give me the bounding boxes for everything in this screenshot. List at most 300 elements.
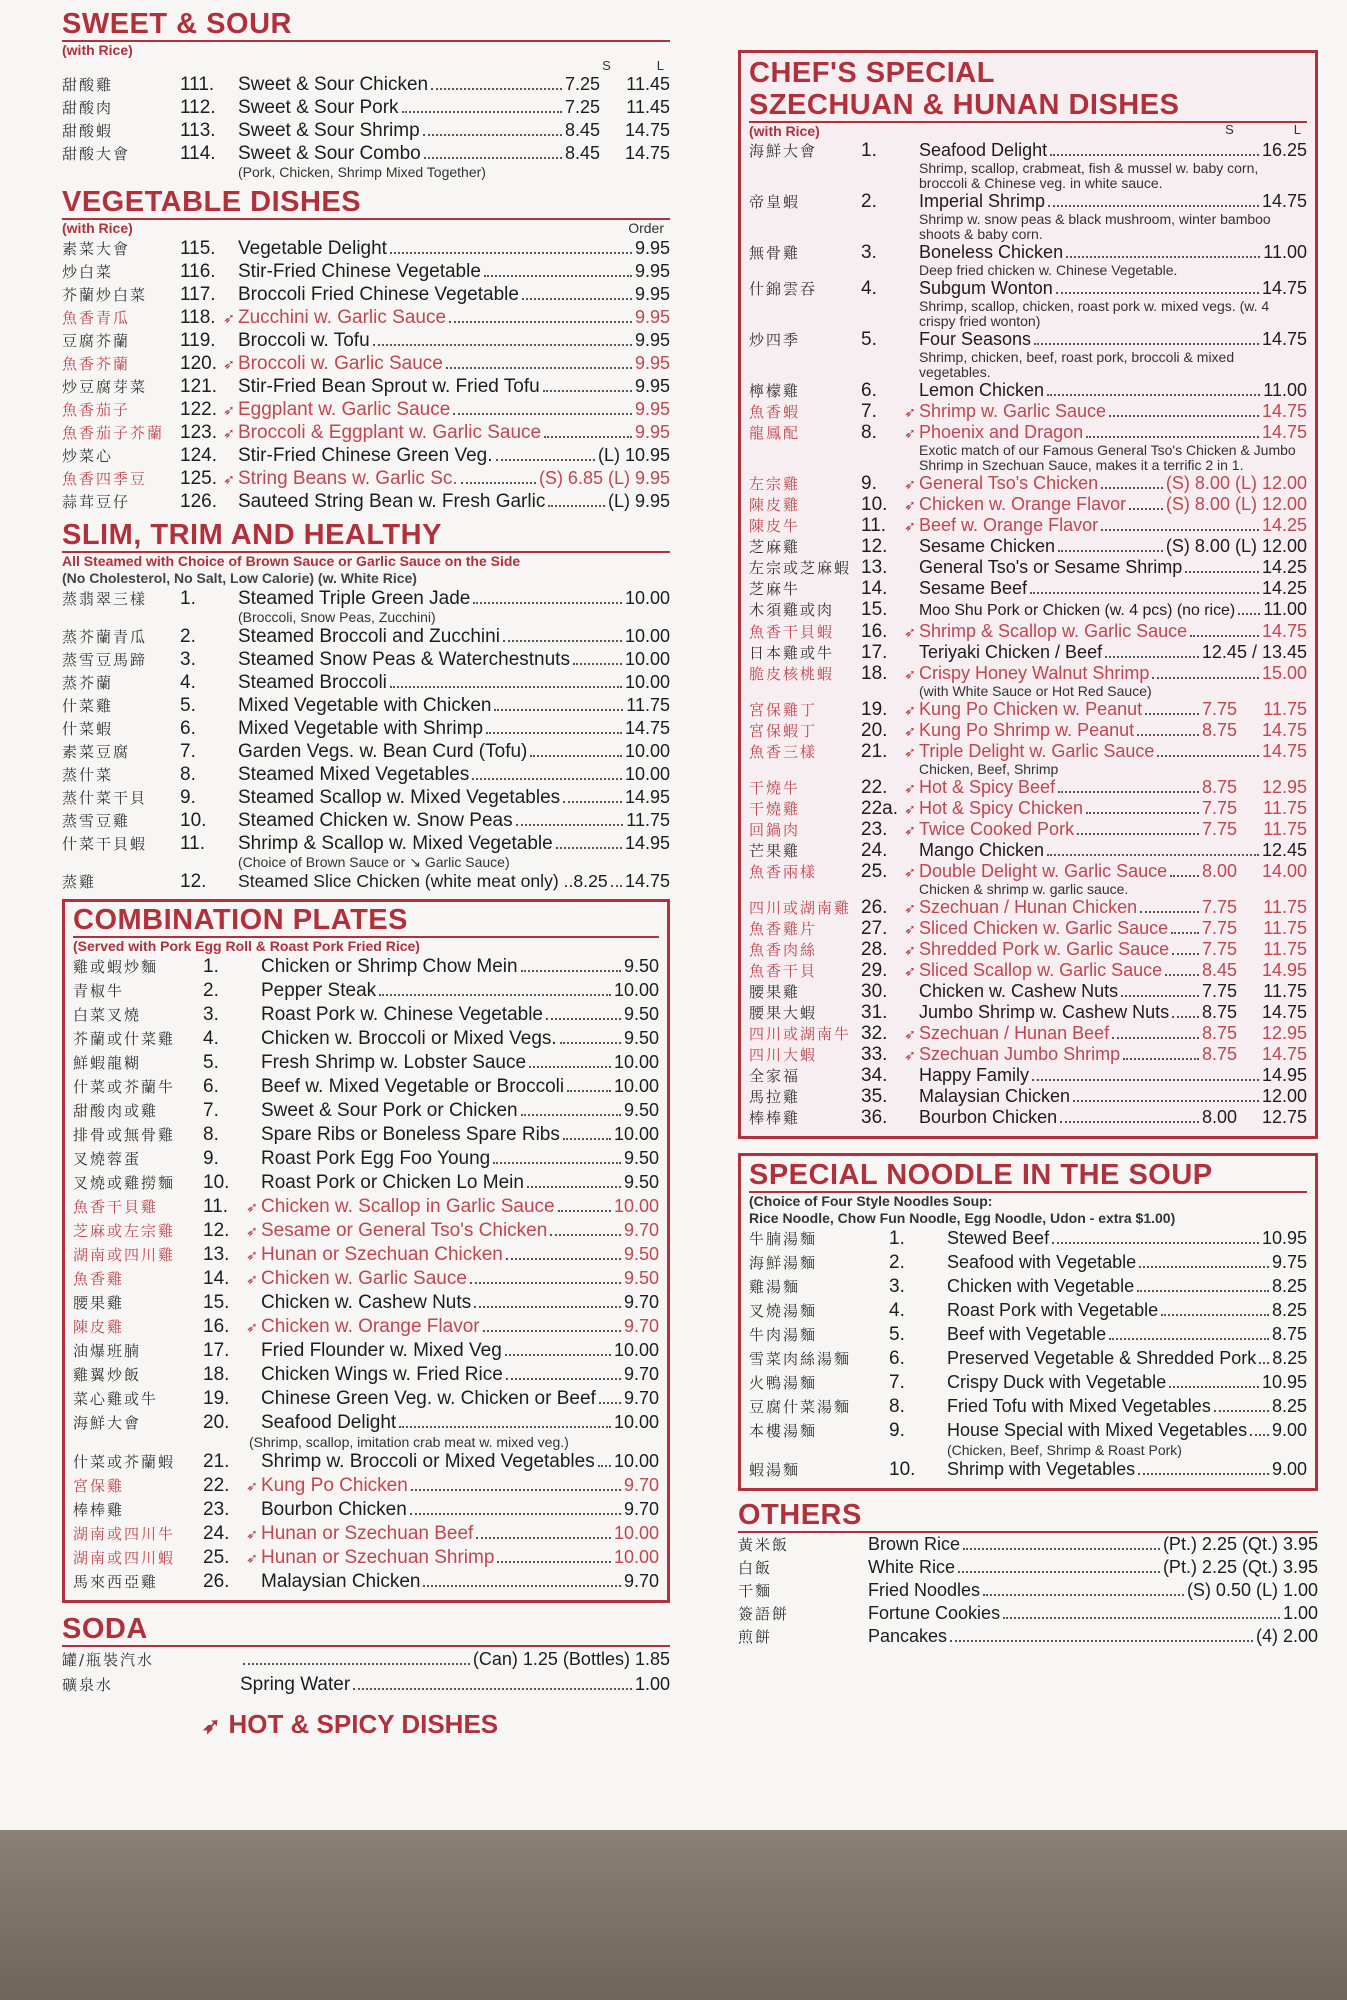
item-number: 22a.	[861, 798, 898, 819]
item-description: (Pork, Chicken, Shrimp Mixed Together)	[238, 164, 486, 180]
item-name: Pancakes	[868, 1626, 948, 1646]
menu-item	[749, 494, 1307, 515]
chinese-name: 帝皇蝦	[749, 193, 801, 211]
chinese-name: 雞湯麵	[749, 1278, 801, 1296]
dot-leader	[530, 755, 622, 757]
pepper-icon: ➶	[904, 921, 916, 937]
item-price: 9.50	[623, 1268, 659, 1288]
vegetable-note: (with Rice)	[62, 220, 133, 236]
order-header: Order	[628, 220, 664, 236]
chef-size-s: S	[1225, 122, 1234, 137]
chinese-name: 魚香雞片	[749, 920, 818, 938]
item-number: 11.	[180, 833, 206, 854]
price-large: 14.75	[1261, 1002, 1307, 1022]
menu-item	[749, 1275, 1307, 1299]
item-number: 4.	[889, 1300, 905, 1321]
item-name: Eggplant w. Garlic Sauce	[238, 399, 451, 420]
item-number: 30.	[861, 981, 888, 1002]
item-price: 10.00	[624, 649, 670, 669]
item-number: 16.	[203, 1316, 230, 1337]
price-large: 11.75	[1263, 897, 1307, 917]
pepper-icon: ➶	[904, 497, 916, 513]
item-number: 12.	[203, 1220, 230, 1241]
menu-item	[749, 422, 1307, 443]
item-name: Happy Family	[919, 1065, 1030, 1085]
menu-item	[73, 1171, 659, 1195]
chinese-name: 魚香青瓜	[62, 309, 131, 327]
item-description: Exotic match of our Famous General Tso's Chicken & Jumbo Shrimp in Szechuan Sauce, makes it a terrific 2 in 1.	[919, 442, 1296, 473]
item-name: Hot & Spicy Beef	[919, 777, 1056, 797]
menu-item	[749, 515, 1307, 536]
dot-leader	[950, 1640, 1253, 1642]
pepper-icon: ➶	[202, 1713, 221, 1738]
chinese-name: 脆皮核桃蝦	[749, 665, 835, 683]
dot-leader	[1129, 508, 1163, 510]
item-name: Sesame Beef	[919, 578, 1028, 598]
item-price: (Can) 1.25 (Bottles) 1.85	[472, 1649, 670, 1669]
item-number: 5.	[889, 1324, 905, 1345]
item-name: Chicken w. Orange Flavor	[261, 1316, 480, 1337]
item-name: Chicken w. Orange Flavor	[919, 494, 1127, 514]
dot-leader	[573, 663, 622, 665]
pepper-icon: ➶	[223, 425, 235, 441]
item-name: Sesame Chicken	[919, 536, 1056, 556]
item-number: 26.	[861, 897, 888, 918]
dot-leader	[1034, 343, 1259, 345]
item-name: Stir-Fried Chinese Vegetable	[238, 261, 481, 282]
chinese-name: 甜酸肉或雞	[73, 1102, 159, 1120]
menu-item	[62, 283, 670, 306]
chinese-name: 魚香雞	[73, 1270, 125, 1288]
item-number: 3.	[203, 1004, 219, 1025]
dot-leader	[521, 1114, 621, 1116]
chinese-name: 牛肉湯麵	[749, 1326, 818, 1344]
dot-leader	[1137, 1290, 1269, 1292]
item-name: Roast Pork with Vegetable	[947, 1300, 1159, 1320]
item-price: 9.70	[623, 1475, 659, 1495]
item-name: Steamed Scallop w. Mixed Vegetables	[238, 787, 561, 808]
item-name: Roast Pork or Chicken Lo Mein	[261, 1172, 524, 1193]
chef-note: (with Rice)	[749, 123, 820, 139]
dot-leader	[544, 436, 632, 438]
dot-leader	[1172, 1016, 1199, 1018]
menu-item	[738, 1556, 1318, 1579]
price-small: 8.00	[1201, 861, 1237, 881]
chinese-name: 左宗或芝麻蝦	[749, 559, 852, 577]
menu-item	[749, 777, 1307, 798]
chinese-name: 無骨雞	[749, 244, 801, 262]
item-number: 15.	[861, 599, 888, 620]
menu-item	[62, 96, 670, 119]
price-large: 14.75	[1261, 1044, 1307, 1064]
item-description: Chicken & shrimp w. garlic sauce.	[919, 881, 1129, 897]
slim-title: SLIM, TRIM AND HEALTHY	[62, 519, 670, 553]
menu-item	[62, 1672, 670, 1697]
others-list	[738, 1533, 1318, 1648]
item-name: Steamed Triple Green Jade	[238, 588, 471, 609]
item-price: 14.25	[1261, 557, 1307, 577]
chinese-name: 叉燒蓉蛋	[73, 1150, 142, 1168]
dot-leader	[497, 1561, 611, 1563]
item-name: Bourbon Chicken	[261, 1499, 407, 1520]
menu-item	[749, 380, 1307, 401]
noodle-note-2: Rice Noodle, Chow Fun Noodle, Egg Noodle, Udon - extra $1.00)	[749, 1210, 1176, 1226]
dot-leader	[424, 157, 562, 159]
pepper-icon: ➶	[246, 1199, 258, 1215]
item-name: Mixed Vegetable with Shrimp	[238, 718, 484, 739]
item-name: Brown Rice	[868, 1534, 961, 1554]
dot-leader	[1077, 833, 1199, 835]
chinese-name: 海鮮湯麵	[749, 1254, 818, 1272]
item-number: 16.	[861, 621, 888, 642]
menu-item	[749, 1299, 1307, 1323]
dot-leader	[446, 367, 632, 369]
chinese-name: 甜酸肉	[62, 99, 114, 117]
price-small: 8.75	[1201, 1044, 1237, 1064]
menu-item	[749, 741, 1307, 762]
menu-item	[738, 1533, 1318, 1556]
chinese-name: 芥蘭或什菜雞	[73, 1030, 176, 1048]
item-price: 9.95	[634, 261, 670, 281]
chinese-name: 海鮮大會	[73, 1414, 142, 1432]
menu-item	[749, 1065, 1307, 1086]
menu-item	[62, 671, 670, 694]
menu-item	[749, 918, 1307, 939]
price-large: 14.95	[1261, 960, 1307, 980]
dot-leader	[505, 1354, 611, 1356]
chinese-name: 龍鳳配	[749, 424, 801, 442]
item-name: Broccoli w. Tofu	[238, 330, 370, 351]
dot-leader	[1152, 677, 1259, 679]
dot-leader	[958, 1571, 1160, 1573]
item-price: 10.00	[613, 1052, 659, 1072]
dot-leader	[521, 970, 621, 972]
item-number: 1.	[889, 1228, 905, 1249]
chinese-name: 蒸芥蘭青瓜	[62, 628, 148, 646]
menu-item	[749, 981, 1307, 1002]
item-price: 14.75	[624, 718, 670, 738]
item-number: 9.	[889, 1420, 905, 1441]
item-name: Hunan or Szechuan Chicken	[261, 1244, 503, 1265]
item-description: (Broccoli, Snow Peas, Zucchini)	[238, 609, 436, 625]
dot-leader	[1250, 1434, 1269, 1436]
price-large: 11.75	[1263, 981, 1307, 1001]
menu-item	[73, 1363, 659, 1387]
menu-item	[62, 260, 670, 283]
item-number: 8.	[180, 764, 196, 785]
dot-leader	[1109, 1338, 1269, 1340]
item-name: General Tso's or Sesame Shrimp	[919, 557, 1183, 577]
item-number: 119.	[180, 330, 216, 351]
menu-item	[62, 398, 670, 421]
chinese-name: 豆腐什菜湯麵	[749, 1398, 852, 1416]
chinese-name: 芒果雞	[749, 842, 801, 860]
menu-item	[749, 642, 1307, 663]
menu-item	[62, 740, 670, 763]
item-number: 29.	[861, 960, 888, 981]
price-small: 7.75	[1201, 939, 1237, 959]
item-name: Spare Ribs or Boneless Spare Ribs	[261, 1124, 560, 1145]
dot-leader	[494, 709, 623, 711]
dot-leader	[1050, 154, 1259, 156]
item-name: Sliced Chicken w. Garlic Sauce	[919, 918, 1169, 938]
item-name: Fried Tofu with Mixed Vegetables	[947, 1396, 1211, 1416]
menu-item	[749, 1419, 1307, 1443]
item-description: Chicken, Beef, Shrimp	[919, 761, 1059, 777]
item-price: 10.00	[624, 741, 670, 761]
chinese-name: 魚香四季豆	[62, 470, 148, 488]
chinese-name: 左宗雞	[749, 475, 801, 493]
item-name: Steamed Slice Chicken (white meat only) ..8.25	[238, 871, 608, 891]
item-price: 12.45 / 13.45	[1201, 642, 1307, 662]
item-number: 126.	[180, 491, 217, 512]
menu-item	[749, 840, 1307, 861]
dot-leader	[1169, 1386, 1259, 1388]
sweet-sour-list	[62, 73, 670, 180]
chinese-name: 火鴨湯麵	[749, 1374, 818, 1392]
item-number: 14.	[203, 1268, 230, 1289]
item-price: 9.50	[623, 1028, 659, 1048]
menu-item	[73, 1099, 659, 1123]
chinese-name: 棒棒雞	[73, 1501, 125, 1519]
noodle-list	[749, 1227, 1307, 1482]
item-price: 11.75	[626, 810, 670, 830]
item-price: 14.75	[1261, 278, 1307, 298]
menu-item	[749, 1023, 1307, 1044]
item-number: 6.	[861, 380, 877, 401]
item-name: Beef w. Mixed Vegetable or Broccoli	[261, 1076, 565, 1097]
item-number: 4.	[203, 1028, 219, 1049]
chinese-name: 魚香芥蘭	[62, 355, 131, 373]
chef-note-row	[749, 123, 1307, 140]
menu-item	[62, 786, 670, 809]
pepper-icon: ➶	[904, 780, 916, 796]
item-name: Roast Pork w. Chinese Vegetable	[261, 1004, 544, 1025]
chinese-name: 什錦雲吞	[749, 280, 818, 298]
item-price: 9.70	[623, 1571, 659, 1591]
item-price: (Pt.) 2.25 (Qt.) 3.95	[1162, 1534, 1318, 1554]
dot-leader	[1214, 1410, 1269, 1412]
item-number: 10.	[180, 810, 207, 831]
chinese-name: 炒豆腐芽菜	[62, 378, 148, 396]
item-name: Roast Pork Egg Foo Young	[261, 1148, 491, 1169]
dot-leader	[486, 732, 622, 734]
item-number: 31.	[861, 1002, 888, 1023]
menu-item	[749, 939, 1307, 960]
item-name: Hunan or Szechuan Shrimp	[261, 1547, 495, 1568]
pepper-icon: ➶	[904, 1026, 916, 1042]
chinese-name: 排骨或無骨雞	[73, 1126, 176, 1144]
item-price: 9.95	[634, 399, 670, 419]
item-number: 20.	[203, 1412, 230, 1433]
chinese-name: 檸檬雞	[749, 382, 801, 400]
dot-leader	[983, 1594, 1184, 1596]
dot-leader	[1066, 256, 1260, 258]
item-number: 4.	[861, 278, 877, 299]
menu-item	[73, 1027, 659, 1051]
item-description: (Shrimp, scallop, imitation crab meat w. mixed veg.)	[249, 1434, 569, 1450]
item-price: 9.00	[1271, 1420, 1307, 1440]
item-price: 8.25	[1271, 1396, 1307, 1416]
item-price: 14.75	[1261, 621, 1307, 641]
item-name: House Special with Mixed Vegetables	[947, 1420, 1248, 1440]
item-number: 121.	[180, 376, 217, 397]
dot-leader	[1139, 1266, 1269, 1268]
chinese-name: 芝麻雞	[749, 538, 801, 556]
dot-leader	[402, 111, 562, 113]
chinese-name: 油爆班腩	[73, 1342, 142, 1360]
item-name: Shrimp w. Garlic Sauce	[919, 401, 1107, 421]
item-name: Hot & Spicy Chicken	[919, 798, 1084, 818]
dot-leader	[543, 390, 632, 392]
item-name: Broccoli Fried Chinese Vegetable	[238, 284, 519, 305]
menu-item	[73, 1450, 659, 1474]
item-price: 14.95	[624, 833, 670, 853]
item-number: 115.	[180, 238, 216, 259]
chinese-name: 什菜或芥蘭牛	[73, 1078, 176, 1096]
item-name: Hunan or Szechuan Beef	[261, 1523, 474, 1544]
item-number: 124.	[180, 445, 217, 466]
item-price: 14.75	[1261, 422, 1307, 442]
dot-leader	[1238, 613, 1260, 615]
item-name: Broccoli w. Garlic Sauce	[238, 353, 443, 374]
item-number: 36.	[861, 1107, 888, 1128]
item-price: 9.50	[623, 1148, 659, 1168]
item-name: Chicken w. Scallop in Garlic Sauce	[261, 1196, 555, 1217]
item-number: 19.	[203, 1388, 230, 1409]
item-number: 26.	[203, 1571, 230, 1592]
pepper-icon: ➶	[246, 1478, 258, 1494]
dot-leader	[1172, 953, 1199, 955]
item-price: 10.00	[624, 672, 670, 692]
item-name: Steamed Chicken w. Snow Peas	[238, 810, 513, 831]
item-price: 11.00	[1263, 242, 1307, 262]
dot-leader	[516, 824, 624, 826]
item-name: White Rice	[868, 1557, 956, 1577]
item-name: Sweet & Sour Pork or Chicken	[261, 1100, 518, 1121]
chinese-name: 湖南或四川牛	[73, 1525, 176, 1543]
item-name: Steamed Broccoli and Zucchini	[238, 626, 500, 647]
item-price: 12.45	[1261, 840, 1307, 860]
menu-item	[749, 621, 1307, 642]
dot-leader	[1112, 1037, 1199, 1039]
menu-item	[73, 955, 659, 979]
item-number: 19.	[861, 699, 888, 720]
item-number: 32.	[861, 1023, 888, 1044]
menu-item	[749, 242, 1307, 263]
chinese-name: 四川或湖南牛	[749, 1025, 852, 1043]
chinese-name: 魚香兩樣	[749, 863, 818, 881]
chinese-name: 魚香蝦	[749, 403, 801, 421]
menu-item	[749, 191, 1307, 212]
item-number: 10.	[889, 1459, 916, 1480]
dot-leader	[1165, 974, 1199, 976]
chinese-name: 白菜叉燒	[73, 1006, 142, 1024]
pepper-icon: ➶	[904, 723, 916, 739]
dot-leader	[1171, 932, 1199, 934]
item-number: 3.	[180, 649, 196, 670]
item-price: 8.25	[1271, 1276, 1307, 1296]
dot-leader	[423, 134, 562, 136]
price-small: 7.75	[1201, 798, 1237, 818]
item-name: Beef w. Orange Flavor	[919, 515, 1099, 535]
menu-item	[73, 1546, 659, 1570]
item-price: 9.70	[623, 1388, 659, 1408]
menu-item	[749, 1251, 1307, 1275]
pepper-icon: ➶	[904, 702, 916, 718]
item-price: 14.95	[624, 787, 670, 807]
item-price: 9.95	[634, 376, 670, 396]
chinese-name: 蒸什菜干貝	[62, 789, 148, 807]
price-small: 7.75	[1201, 699, 1237, 719]
menu-item	[749, 1347, 1307, 1371]
dot-leader	[390, 686, 622, 688]
item-name: String Beans w. Garlic Sc.	[238, 468, 458, 489]
dot-leader	[503, 640, 622, 642]
price-large: 11.75	[1263, 798, 1307, 818]
item-name: Fried Flounder w. Mixed Veg	[261, 1340, 502, 1361]
item-number: 8.	[861, 422, 877, 443]
item-name: Shrimp w. Broccoli or Mixed Vegetables	[261, 1451, 595, 1472]
item-description: Shrimp, scallop, crabmeat, fish & mussel w. baby corn, broccoli & Chinese veg. in white sauce.	[919, 160, 1259, 191]
item-number: 118.	[180, 307, 216, 328]
item-number: 7.	[889, 1372, 905, 1393]
item-price: 14.25	[1261, 515, 1307, 535]
dot-leader	[474, 1306, 621, 1308]
item-price: 9.95	[634, 238, 670, 258]
item-name: Crispy Honey Walnut Shrimp	[919, 663, 1150, 683]
chinese-name: 白飯	[738, 1559, 773, 1577]
item-price: 14.75	[1261, 401, 1307, 421]
chinese-name: 蒸翡翠三樣	[62, 590, 148, 608]
menu-item	[749, 473, 1307, 494]
item-price: 1.00	[634, 1674, 670, 1694]
menu-item	[749, 798, 1307, 819]
chinese-name: 牛腩湯麵	[749, 1230, 818, 1248]
chinese-name: 芥蘭炒白菜	[62, 286, 148, 304]
vegetable-title: VEGETABLE DISHES	[62, 186, 670, 220]
sweet-sour-title: SWEET & SOUR	[62, 8, 670, 42]
item-description: Shrimp, chicken, beef, roast pork, broccoli & mixed vegetables.	[919, 349, 1235, 380]
dot-leader	[411, 1489, 621, 1491]
chinese-name: 礦泉水	[62, 1676, 114, 1694]
pepper-icon: ➶	[904, 476, 916, 492]
left-column	[62, 8, 670, 1740]
dot-leader	[558, 1210, 611, 1212]
price-large: 14.75	[624, 120, 670, 140]
item-number: 1.	[203, 956, 219, 977]
menu-item	[62, 421, 670, 444]
item-price: 14.75	[1261, 191, 1307, 211]
menu-item	[73, 1411, 659, 1435]
menu-item	[749, 960, 1307, 981]
item-name: Szechuan / Hunan Beef	[919, 1023, 1110, 1043]
item-number: 17.	[203, 1340, 230, 1361]
chinese-name: 馬來西亞雞	[73, 1573, 159, 1591]
dot-leader	[410, 1513, 621, 1515]
chef-size-l: L	[1293, 122, 1301, 137]
item-name: Kung Po Chicken	[261, 1475, 408, 1496]
item-number: 7.	[203, 1100, 219, 1121]
item-number: 122.	[180, 399, 217, 420]
pepper-icon: ➶	[904, 404, 916, 420]
item-number: 7.	[861, 401, 877, 422]
item-name: Sliced Scallop w. Garlic Sauce	[919, 960, 1163, 980]
item-number: 35.	[861, 1086, 888, 1107]
combination-box	[62, 899, 670, 1603]
item-price: 10.00	[624, 588, 670, 608]
item-name: Steamed Broccoli	[238, 672, 387, 693]
